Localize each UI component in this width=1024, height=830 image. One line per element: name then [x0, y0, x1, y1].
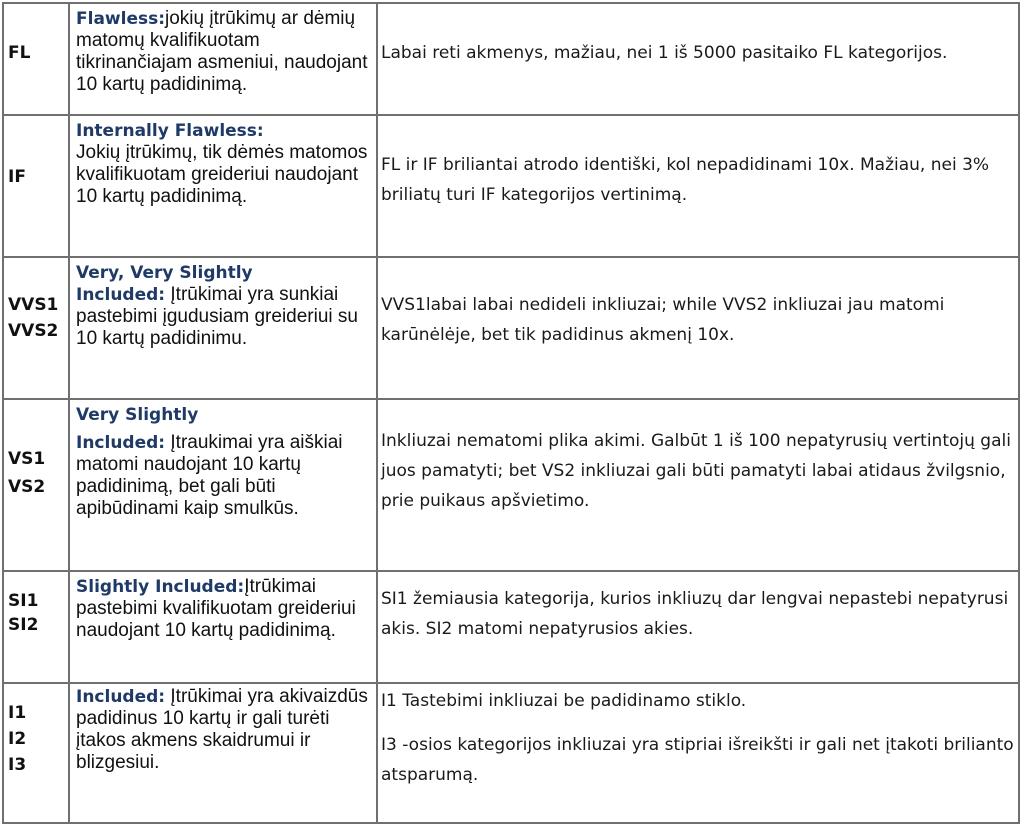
table-row	[3, 257, 1019, 399]
description-cell	[69, 115, 377, 257]
clarity-term: Internally Flawless:	[76, 121, 264, 141]
grade-label: VS1	[8, 449, 46, 469]
note-cell	[377, 115, 1019, 257]
table-row	[3, 399, 1019, 571]
description-text: jokių įtrūkimų ar dėmių matomų kvalifikuotam tikrinančiajam asmeniui, naudojant 10 kartų padidinimą.	[76, 8, 368, 95]
grade-cell	[3, 3, 69, 115]
grade-label: I3	[8, 755, 27, 775]
note-cell	[377, 399, 1019, 571]
grade-label: VVS1	[8, 295, 59, 315]
note-cell	[377, 683, 1019, 823]
note-cell	[377, 257, 1019, 399]
grade-cell	[3, 399, 69, 571]
clarity-term: Included:	[76, 687, 166, 707]
description-cell	[69, 3, 377, 115]
table-row	[3, 571, 1019, 683]
description-cell	[69, 257, 377, 399]
grade-label: SI2	[8, 615, 39, 635]
table-row	[3, 3, 1019, 115]
clarity-term: Slightly Included:	[76, 577, 245, 597]
table-row	[3, 115, 1019, 257]
note-text: I1 Tastebimi inkliuzai be padidinamo stiklo.	[381, 691, 747, 711]
description-text: Įtrūkimai pastebimi kvalifikuotam greideriui naudojant 10 kartų padidinimą.	[76, 576, 356, 641]
clarity-term: Flawless:	[76, 9, 166, 29]
grade-label: FL	[8, 43, 31, 63]
description-cell	[69, 683, 377, 823]
description-text: Įtrūkimai yra akivaizdūs padidinus 10 kartų ir gali turėti įtakos akmens skaidrumui ir blizgesiui.	[76, 686, 368, 773]
clarity-term: Very Slightly	[76, 405, 199, 425]
clarity-term: Very, Very Slightly	[76, 263, 253, 283]
description-text: Jokių įtrūkimų, tik dėmės matomos kvalifikuotam greideriui naudojant 10 kartų padidinimą.	[76, 142, 368, 207]
clarity-term: Included:	[76, 285, 166, 305]
note-text: FL ir IF briliantai atrodo identiški, kol nepadidinami 10x. Mažiau, nei 3% briliatų turi IF kategorijos vertinimą.	[381, 155, 990, 205]
grade-label: IF	[8, 167, 26, 187]
grade-cell	[3, 115, 69, 257]
grade-label: I2	[8, 729, 27, 749]
grade-label: I1	[8, 703, 27, 723]
clarity-term: Included:	[76, 433, 166, 453]
grade-label: SI1	[8, 591, 39, 611]
note-cell	[377, 3, 1019, 115]
note-text: Inkliuzai nematomi plika akimi. Galbūt 1 iš 100 nepatyrusių vertintojų gali juos pamatyti; bet VS2 inkliuzai gali būti pamatyti labai atidaus žvilgsnio, prie puikaus apšvietimo.	[381, 431, 1011, 511]
grade-label: VS2	[8, 477, 46, 497]
description-cell	[69, 399, 377, 571]
note-text: I3 -osios kategorijos inkliuzai yra stipriai išreikšti ir gali net įtakoti brilianto atsparumą.	[381, 735, 1014, 785]
note-text: SI1 žemiausia kategorija, kurios inkliuzų dar lengvai nepastebi nepatyrusi akis. SI2 matomi nepatyrusios akies.	[381, 589, 1009, 639]
description-text: Įtraukimai yra aiškiai matomi naudojant 10 kartų padidinimą, bet gali būti apibūdinami kaip smulkūs.	[76, 432, 343, 519]
clarity-table	[2, 2, 1020, 824]
note-text: Labai reti akmenys, mažiau, nei 1 iš 5000 pasitaiko FL kategorijos.	[381, 43, 948, 63]
grade-cell	[3, 571, 69, 683]
clarity-table-body	[3, 3, 1019, 823]
grade-label: VVS2	[8, 321, 59, 341]
grade-cell	[3, 683, 69, 823]
description-text: Įtrūkimai yra sunkiai pastebimi įgudusiam greideriui su 10 kartų padidinimu.	[76, 284, 358, 349]
grade-cell	[3, 257, 69, 399]
note-text: VVS1labai labai nedideli inkliuzai; while VVS2 inkliuzai jau matomi karūnėlėje, bet tik padidinus akmenį 10x.	[381, 295, 945, 345]
note-cell	[377, 571, 1019, 683]
description-cell	[69, 571, 377, 683]
table-row	[3, 683, 1019, 823]
